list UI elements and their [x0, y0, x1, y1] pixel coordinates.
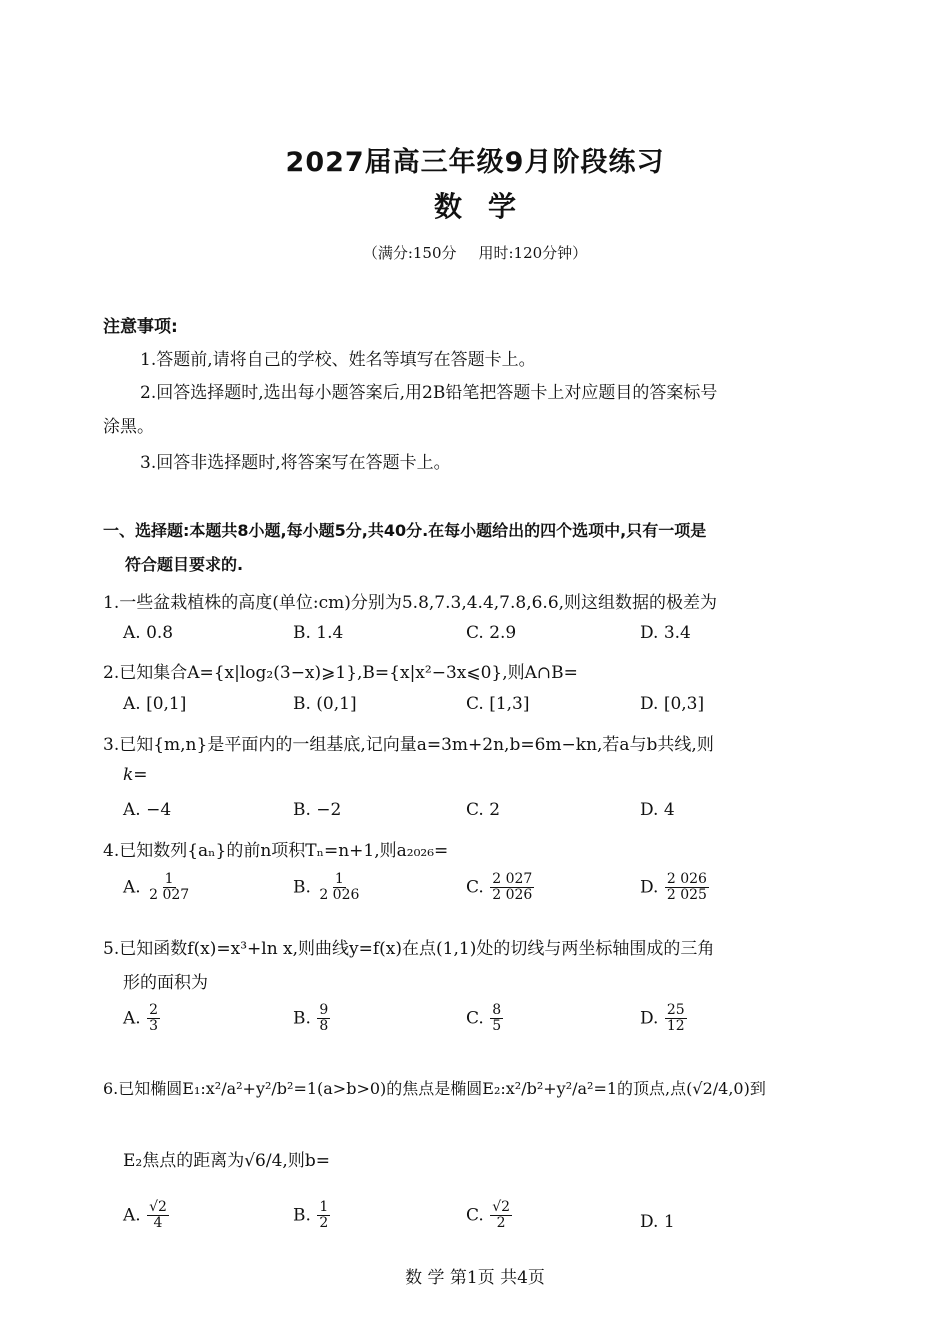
q3-option-d[interactable]: D. 4: [640, 800, 675, 820]
option-label: C.: [466, 1008, 484, 1029]
question-6-stem: 6.已知椭圆E₁:x²/a²+y²/b²=1(a>b>0)的焦点是椭圆E₂:x²/b²+y²/a²=1的顶点,点(√2/4,0)到: [103, 1079, 766, 1098]
fraction: [317, 1003, 330, 1035]
fraction: [490, 872, 534, 904]
numerator: 9: [319, 1002, 329, 1018]
q5-option-a[interactable]: [123, 1003, 161, 1035]
question-3-stem: 3.已知{m,n}是平面内的一组基底,记向量a=3m+2n,b=6m−kn,若a与b共线,则: [103, 735, 714, 755]
q1-option-a[interactable]: A. 0.8: [123, 623, 174, 643]
numerator: 2 026: [666, 871, 707, 887]
q1-option-b[interactable]: B. 1.4: [293, 623, 344, 643]
numerator: 1: [164, 871, 174, 887]
denominator: 8: [319, 1018, 329, 1035]
denominator: 4: [153, 1215, 163, 1232]
q1-option-d[interactable]: D. 3.4: [640, 623, 691, 643]
q6-option-c[interactable]: [466, 1200, 513, 1232]
fraction: [665, 1003, 687, 1035]
q2-option-c[interactable]: C. [1,3]: [466, 694, 530, 714]
denominator: 2: [496, 1215, 506, 1232]
question-5-stem: 5.已知函数f(x)=x³+ln x,则曲线y=f(x)在点(1,1)处的切线与两坐标轴围成的三角: [103, 939, 715, 959]
subject-title: 数学: [433, 190, 542, 223]
denominator: 3: [149, 1018, 159, 1035]
exam-meta: [0, 242, 950, 263]
q3-option-c[interactable]: C. 2: [466, 800, 501, 820]
option-label: B.: [293, 1008, 311, 1029]
question-6-stem-cont: E₂焦点的距离为√6/4,则b=: [123, 1151, 330, 1171]
option-label: D.: [640, 1008, 659, 1029]
note-item-1: 1.答题前,请将自己的学校、姓名等填写在答题卡上。: [140, 350, 536, 370]
section-heading: 一、选择题:本题共8小题,每小题5分,共40分.在每小题给出的四个选项中,只有一项是: [103, 521, 707, 540]
denominator: 12: [666, 1018, 685, 1035]
numerator: 2 027: [492, 871, 533, 887]
numerator: 25: [666, 1002, 685, 1018]
denominator: 2 025: [666, 887, 707, 904]
section-heading-cont: 符合题目要求的.: [125, 555, 244, 574]
numerator: √2: [492, 1199, 511, 1215]
denominator: 2: [319, 1215, 329, 1232]
denominator: 2 027: [149, 887, 190, 904]
denominator: 2 026: [492, 887, 533, 904]
notes-heading: 注意事项:: [103, 317, 178, 337]
option-label: A.: [123, 1008, 141, 1029]
q5-option-b[interactable]: [293, 1003, 331, 1035]
note-item-2-cont: 涂黑。: [103, 417, 154, 437]
question-4-stem: 4.已知数列{aₙ}的前n项积Tₙ=n+1,则a₂₀₂₆=: [103, 841, 449, 861]
question-3-stem-cont: k=: [123, 765, 148, 785]
fraction: [317, 1200, 330, 1232]
numerator: 8: [492, 1002, 502, 1018]
q5-option-d[interactable]: [640, 1003, 688, 1035]
q4-option-c[interactable]: [466, 872, 535, 904]
note-item-2: 2.回答选择题时,选出每小题答案后,用2B铅笔把答题卡上对应题目的答案标号: [140, 383, 718, 403]
score-info: （满分:150分: [362, 244, 457, 262]
fraction: [490, 1003, 503, 1035]
option-label: A.: [123, 1205, 141, 1226]
q6-option-b[interactable]: [293, 1200, 331, 1232]
q2-option-a[interactable]: A. [0,1]: [123, 694, 187, 714]
q1-option-c[interactable]: C. 2.9: [466, 623, 517, 643]
option-label: B.: [293, 1205, 311, 1226]
denominator: 5: [492, 1018, 502, 1035]
option-label: C.: [466, 877, 484, 898]
fraction: [147, 1003, 160, 1035]
q2-option-d[interactable]: D. [0,3]: [640, 694, 705, 714]
q6-option-a[interactable]: [123, 1200, 170, 1232]
q5-option-c[interactable]: [466, 1003, 504, 1035]
time-info: 用时:120分钟）: [478, 244, 588, 262]
note-item-3: 3.回答非选择题时,将答案写在答题卡上。: [140, 453, 451, 473]
fraction: [147, 1200, 169, 1232]
option-label: D.: [640, 877, 659, 898]
numerator: 1: [319, 1199, 329, 1215]
option-label: C.: [466, 1205, 484, 1226]
page-footer: 数 学 第1页 共4页: [405, 1268, 545, 1288]
q3-option-a[interactable]: A. −4: [123, 800, 172, 820]
fraction: [147, 872, 191, 904]
fraction: [317, 872, 361, 904]
denominator: 2 026: [319, 887, 360, 904]
fraction: [490, 1200, 512, 1232]
option-label: A.: [123, 877, 141, 898]
fraction: [665, 872, 709, 904]
numerator: 1: [334, 871, 344, 887]
q4-option-b[interactable]: [293, 872, 362, 904]
q4-option-d[interactable]: [640, 872, 710, 904]
q6-option-d[interactable]: D. 1: [640, 1212, 675, 1232]
exam-title: 2027届高三年级9月阶段练习: [285, 147, 665, 178]
question-2-stem: 2.已知集合A={x|log₂(3−x)⩾1},B={x|x²−3x⩽0},则A∩B=: [103, 663, 578, 683]
q3-option-b[interactable]: B. −2: [293, 800, 342, 820]
q4-option-a[interactable]: [123, 872, 192, 904]
question-5-stem-cont: 形的面积为: [123, 973, 208, 993]
numerator: √2: [149, 1199, 167, 1215]
numerator: 2: [149, 1002, 159, 1018]
option-label: B.: [293, 877, 311, 898]
q2-option-b[interactable]: B. (0,1]: [293, 694, 357, 714]
question-1-stem: 1.一些盆栽植株的高度(单位:cm)分别为5.8,7.3,4.4,7.8,6.6,则这组数据的极差为: [103, 593, 718, 613]
